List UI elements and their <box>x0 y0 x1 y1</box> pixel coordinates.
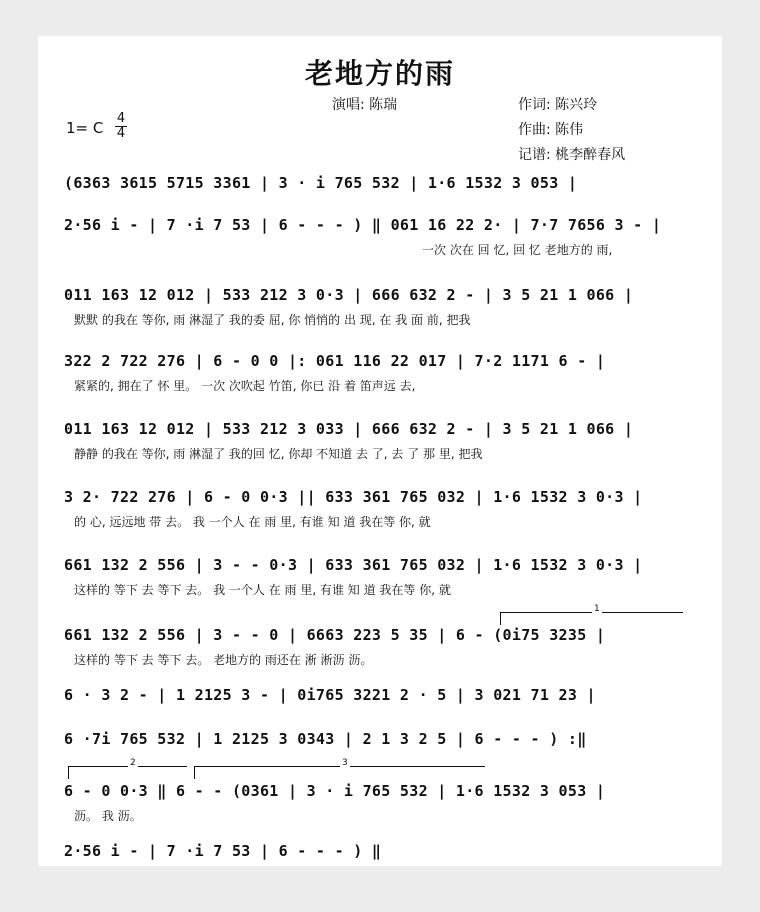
notation: (6363 3615 5715 3361 | 3 · i 765 532 | 1·6 1532 3 053 | <box>64 174 578 192</box>
notation: 661 132 2 556 | 3 - - 0 | 6663 223 5 35 | 6 - (0i75 3235 | <box>64 626 606 644</box>
score-line-3 <box>64 286 696 356</box>
notation: 2·56 i - | 7 ·i 7 53 | 6 - - - ) ‖ <box>64 842 382 860</box>
notation: 6 · 3 2 - | 1 2125 3 - | 0i765 3221 2 · 5 | 3 021 71 23 | <box>64 686 596 704</box>
volta-bracket-2 <box>68 758 187 779</box>
singer-credit: 演唱: 陈瑞 <box>332 97 398 113</box>
song-title: 老地方的雨 <box>304 57 455 90</box>
key-signature: 1= C <box>66 119 104 137</box>
volta-label: 3 <box>342 758 348 768</box>
notation: 011 163 12 012 | 533 212 3 033 | 666 632 2 - | 3 5 21 1 066 | <box>64 420 634 438</box>
lyrics: 默默 的我在 等你, 雨 淋湿了 我的委 屈, 你 悄悄的 出 现, 在 我 面 前, 把我 <box>74 313 471 327</box>
score-line-5 <box>64 420 696 490</box>
lyrics: 这样的 等下 去 等下 去。 老地方的 雨还在 淅 淅沥 沥。 <box>74 653 373 667</box>
notation: 2·56 i - | 7 ·i 7 53 | 6 - - - ) ‖ 061 16 22 2· | 7·7 7656 3 - | <box>64 216 662 234</box>
lyrics: 紧紧的, 拥在了 怀 里。 一次 次吹起 竹笛, 你已 沿 着 笛声远 去, <box>74 379 416 393</box>
volta-label: 1 <box>594 604 600 614</box>
notation: 322 2 722 276 | 6 - 0 0 |: 061 116 22 017 | 7·2 1171 6 - | <box>64 352 606 370</box>
lyrics: 静静 的我在 等你, 雨 淋湿了 我的回 忆, 你却 不知道 去 了, 去 了 那 里, 把我 <box>74 447 483 461</box>
notation: 6 - 0 0·3 ‖ 6 - - (0361 | 3 · i 765 532 | 1·6 1532 3 053 | <box>64 782 606 800</box>
score-line-6 <box>64 488 696 558</box>
notation: 3 2· 722 276 | 6 - 0 0·3 || 633 361 765 032 | 1·6 1532 3 0·3 | <box>64 488 643 506</box>
lyrics: 一次 次在 回 忆, 回 忆 老地方的 雨, <box>422 243 613 257</box>
notation: 661 132 2 556 | 3 - - 0·3 | 633 361 765 032 | 1·6 1532 3 0·3 | <box>64 556 643 574</box>
transcriber-credit: 记谱: 桃李醉春风 <box>518 147 626 163</box>
lyrics: 这样的 等下 去 等下 去。 我 一个人 在 雨 里, 有谁 知 道 我在等 你, 就 <box>74 583 451 597</box>
volta-bracket-1 <box>500 604 683 625</box>
lyricist-credit: 作词: 陈兴玲 <box>518 97 598 113</box>
score-line-4 <box>64 352 696 422</box>
notation: 011 163 12 012 | 533 212 3 0·3 | 666 632 2 - | 3 5 21 1 066 | <box>64 286 634 304</box>
time-signature-bottom: 4 <box>116 126 126 141</box>
volta-label: 2 <box>130 758 136 768</box>
notation: 6 ·7i 765 532 | 1 2125 3 0343 | 2 1 3 2 5 | 6 - - - ) :‖ <box>64 730 587 748</box>
score-line-12 <box>64 842 696 912</box>
time-signature <box>114 112 128 141</box>
time-signature-top: 4 <box>116 111 126 126</box>
volta-bracket-3 <box>194 758 485 779</box>
composer-credit: 作曲: 陈伟 <box>518 122 584 138</box>
lyrics: 沥。 我 沥。 <box>74 809 142 823</box>
score-line-2 <box>64 216 696 286</box>
lyrics: 的 心, 远远地 带 去。 我 一个人 在 雨 里, 有谁 知 道 我在等 你, 就 <box>74 515 431 529</box>
